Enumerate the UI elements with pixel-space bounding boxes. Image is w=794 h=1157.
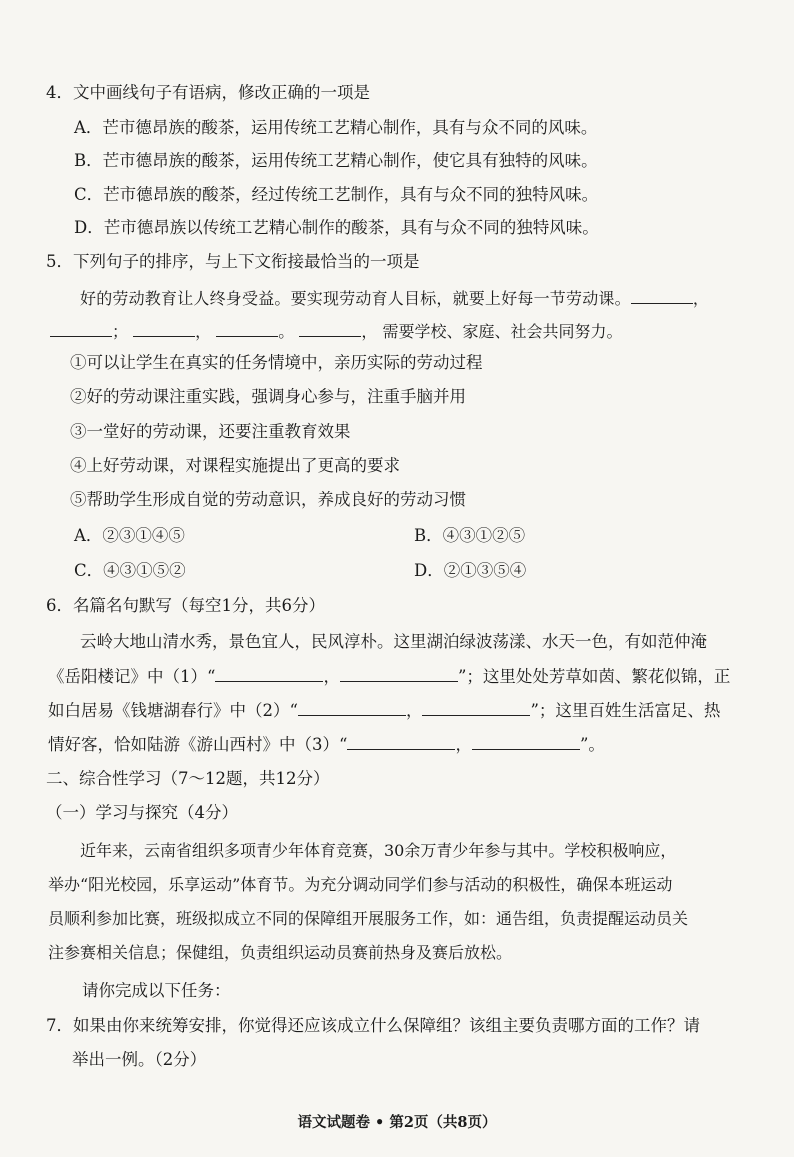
- q5-comma-1: ，: [692, 289, 710, 308]
- q5-comma-2: ，: [195, 322, 212, 341]
- q6-line-3: [48, 699, 720, 722]
- q5-sentence-1: ①可以让学生在真实的任务情境中，亲历实际的劳动过程: [70, 353, 483, 372]
- q6-line-4: [48, 733, 605, 756]
- q6-line3-mid: ，: [405, 701, 423, 720]
- q4-option-b: B．芒市德昂族的酸茶，运用传统工艺精心制作，使它具有独特的风味。: [74, 151, 598, 170]
- q5-choice-b: B．④③①②⑤: [414, 526, 526, 545]
- q4-option-c: C．芒市德昂族的酸茶，经过传统工艺制作，具有与众不同的独特风味。: [74, 185, 599, 204]
- q6-blank-6: [472, 733, 580, 750]
- q4-option-d: D．芒市德昂族以传统工艺精心制作的酸茶，具有与众不同的独特风味。: [74, 218, 599, 237]
- section2-para-1: 近年来，云南省组织多项青少年体育竞赛，30余万青少年参与其中。学校积极响应，: [80, 841, 677, 860]
- q5-passage-start: 好的劳动教育让人终身受益。要实现劳动育人目标，就要上好每一节劳动课。: [80, 289, 631, 308]
- q5-passage-line2: [50, 320, 622, 343]
- q5-comma-3: ，: [361, 322, 378, 341]
- section2-para-2: 举办“阳光校园，乐享运动”体育节。为充分调动同学们参与活动的积极性，确保本班运动: [48, 875, 673, 894]
- q6-line2-post: ”；这里处处芳草如茵、繁花似锦，正: [457, 667, 731, 686]
- q6-blank-3: [298, 699, 406, 716]
- q6-line-1: 云岭大地山清水秀，景色宜人，民风淳朴。这里湖泊绿波荡漾、水天一色，有如范仲淹: [80, 632, 707, 651]
- q6-blank-2: [340, 665, 458, 682]
- section2-subtitle: （一）学习与探究（4分）: [46, 803, 238, 822]
- q6-stem: 6．名篇名句默写（每空1分，共6分）: [46, 596, 325, 615]
- q5-passage-line1: [80, 287, 709, 310]
- q5-blank-3: [133, 320, 195, 337]
- q6-line3-pre: 如白居易《钱塘湖春行》中（2）“: [48, 701, 298, 720]
- q4-stem: 4．文中画线句子有语病，修改正确的一项是: [46, 83, 370, 102]
- section2-para-4: 注参赛相关信息；保健组，负责组织运动员赛前热身及赛后放松。: [48, 943, 513, 962]
- q5-choice-d: D．②①③⑤④: [414, 561, 527, 580]
- q6-blank-5: [347, 733, 455, 750]
- q6-line4-pre: 情好客，恰如陆游《游山西村》中（3）“: [48, 735, 348, 754]
- q5-blank-4: [216, 320, 278, 337]
- q5-choice-c: C．④③①⑤②: [74, 561, 186, 580]
- q5-sentence-5: ⑤帮助学生形成自觉的劳动意识，养成良好的劳动习惯: [70, 490, 466, 509]
- q5-passage-end: 需要学校、家庭、社会共同努力。: [382, 322, 623, 341]
- q6-line3-post: ”；这里百姓生活富足、热: [530, 701, 721, 720]
- q5-sentence-3: ③一堂好的劳动课，还要注重教育效果: [70, 422, 351, 441]
- q6-line4-mid: ，: [455, 735, 472, 754]
- section2-para-3: 员顺利参加比赛，班级拟成立不同的保障组开展服务工作，如：通告组，负责提醒运动员关: [48, 909, 689, 928]
- q5-sentence-4: ④上好劳动课，对课程实施提出了更高的要求: [70, 456, 400, 475]
- q6-blank-1: [215, 665, 323, 682]
- q5-blank-1: [631, 287, 693, 304]
- page-footer: 语文试题卷 • 第2页（共8页）: [297, 1114, 497, 1131]
- q6-line-2: [48, 665, 730, 688]
- q6-line4-post: ”。: [579, 735, 605, 754]
- section2-task: 请你完成以下任务：: [82, 981, 231, 1000]
- q6-line2-pre: 《岳阳楼记》中（1）“: [48, 667, 216, 686]
- q6-line2-mid: ，: [323, 667, 340, 686]
- q4-option-a: A．芒市德昂族的酸茶，运用传统工艺精心制作，具有与众不同的风味。: [74, 118, 598, 137]
- q5-sentence-2: ②好的劳动课注重实践，强调身心参与，注重手脑并用: [70, 387, 466, 406]
- q5-choice-a: A．②③①④⑤: [74, 526, 185, 545]
- q5-blank-2: [50, 320, 112, 337]
- q5-semicolon: ；: [112, 322, 129, 341]
- q5-blank-5: [299, 320, 361, 337]
- q6-blank-4: [422, 699, 530, 716]
- q5-stem: 5．下列句子的排序，与上下文衔接最恰当的一项是: [46, 252, 420, 271]
- q5-period: 。: [278, 322, 295, 341]
- section2-title: 二、综合性学习（7～12题，共12分）: [46, 769, 330, 788]
- q7-line-2: 举出一例。（2分）: [72, 1050, 207, 1069]
- q7-line-1: 7．如果由你来统筹安排，你觉得还应该成立什么保障组？该组主要负责哪方面的工作？请: [46, 1016, 700, 1035]
